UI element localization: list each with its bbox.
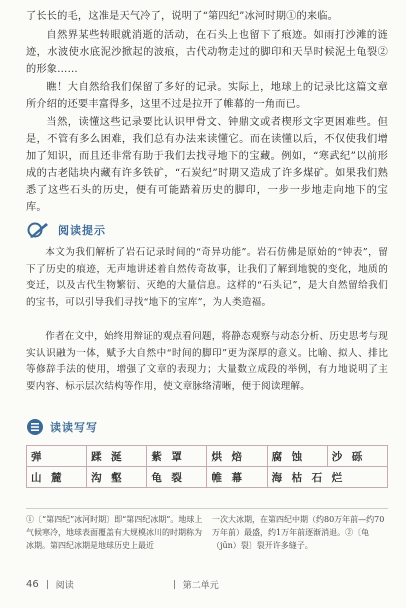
word-char: 帷 — [211, 472, 222, 484]
guide-title: 阅读提示 — [58, 224, 106, 237]
body-paragraph-4: 当然，读懂这些记录要比认识甲骨文、钟鼎文或者楔形文字更困难些。但是，不管有多么困难，我们总有办法来读懂它。而在读懂以后，不仅使我们增加了知识，而且还非常有助于我们去找寻地下的宝藏。例如，“寒武纪”以前形成的古老陆块内藏有许多铁矿，“石炭纪”时期又造成了许多煤矿。如果我们熟悉了这些石头的历史，便有可能踏着历史的脚印，一步一步地走向地下的宝库。 — [26, 117, 388, 213]
word-char: 砾 — [351, 451, 363, 463]
word-grid-row-2 — [27, 467, 388, 488]
guide-paragraph-2: 作者在文中，始终用辩证的观点看问题，将静态观察与动态分析、历史思考与现实认识融为一体，赋予大自然中“时间的脚印”更为深厚的意义。比喻、拟人、排比等修辞手法的使用，增强了文章的表现力；大量数立成段的举例，有力地说明了主要内容、标示层次结构等作用，使文章脉络清晰，便于阅读理解。 — [26, 331, 388, 392]
practice-title: 读读写写 — [50, 421, 98, 434]
word-char: 山 — [31, 472, 42, 484]
footnote-divider — [26, 508, 388, 509]
word-char: 焙 — [231, 451, 242, 463]
word-char: 涎 — [111, 451, 122, 463]
word-char: 蚀 — [291, 451, 303, 463]
body-paragraph-2: 自然界某些转眼就消逝的活动，在石头上也留下了痕迹。如雨打沙滩的涟迹，水波使水底泥沙掀起的波痕，古代动物走过的脚印和天旱时候泥土龟裂②的形象…… — [26, 30, 388, 75]
word-char: 腐 — [271, 451, 283, 463]
word-char: 石 — [311, 472, 323, 484]
word-char: 壑 — [111, 472, 122, 484]
page-footer — [26, 578, 219, 591]
word-grid-row-1 — [27, 446, 388, 467]
word-char: 紫 — [151, 451, 162, 463]
word-char: 蹂 — [91, 451, 102, 463]
page-number: 46 — [26, 579, 39, 590]
body-paragraph-1: 了长长的毛，这准是天气冷了，说明了“第四纪”冰河时期①的来临。 — [26, 11, 339, 22]
word-char: 沙 — [331, 451, 343, 463]
word-char: 幕 — [231, 472, 242, 484]
word-char: 海 — [271, 472, 283, 484]
footer-divider — [47, 580, 48, 589]
word-char: 弹 — [31, 451, 42, 463]
word-char: 裂 — [171, 472, 182, 484]
body-paragraph-3: 瞧！大自然给我们保留了多好的记录。实际上，地球上的记录比这篇文章所介绍的还要丰富得多，这里不过是拉开了帷幕的一角而已。 — [26, 82, 388, 110]
word-char: 沟 — [91, 472, 102, 484]
pen-nib-icon — [26, 221, 52, 239]
practice-header — [26, 418, 98, 436]
guide-paragraph-1: 本文为我们解析了岩石记录时间的“奇异功能”。岩石仿佛是原始的“钟表”，留下了历史的痕迹，无声地讲述着自然传奇故事，让我们了解到地貌的变化，地质的变迁，以及古代生物繁衍、灭绝的大量信息。这样的“石头记”，是大自然留给我们的宝书，可以引导我们寻找“地下的宝库”，为人类造福。 — [26, 247, 388, 308]
footer-unit: 第二单元 — [182, 581, 219, 591]
word-char: 枯 — [291, 472, 303, 484]
guide-header — [26, 221, 106, 239]
footer-divider — [174, 580, 175, 589]
footer-section: 阅读 — [55, 581, 74, 591]
word-char: 麓 — [51, 472, 62, 484]
word-char: 龟 — [151, 472, 162, 484]
word-grid — [26, 445, 388, 488]
footnote-right: 一次大冰期，在第四纪中期（约80万年前—约70万年前）最盛，约1万年前逐渐消退。②〔龟（jūn）裂〕裂开许多缝子。 — [212, 515, 385, 550]
footnote-left: ①〔“第四纪”冰河时期〕即“第四纪冰期”。地球上气候寒冷，地球表面覆盖有大规模冰川的时期称为冰期。第四纪冰期是地球历史上最近 — [26, 515, 203, 550]
word-char: 烂 — [331, 472, 343, 484]
practice-badge-icon — [26, 418, 44, 436]
word-char: 烘 — [211, 451, 222, 463]
word-char: 罩 — [171, 451, 182, 463]
